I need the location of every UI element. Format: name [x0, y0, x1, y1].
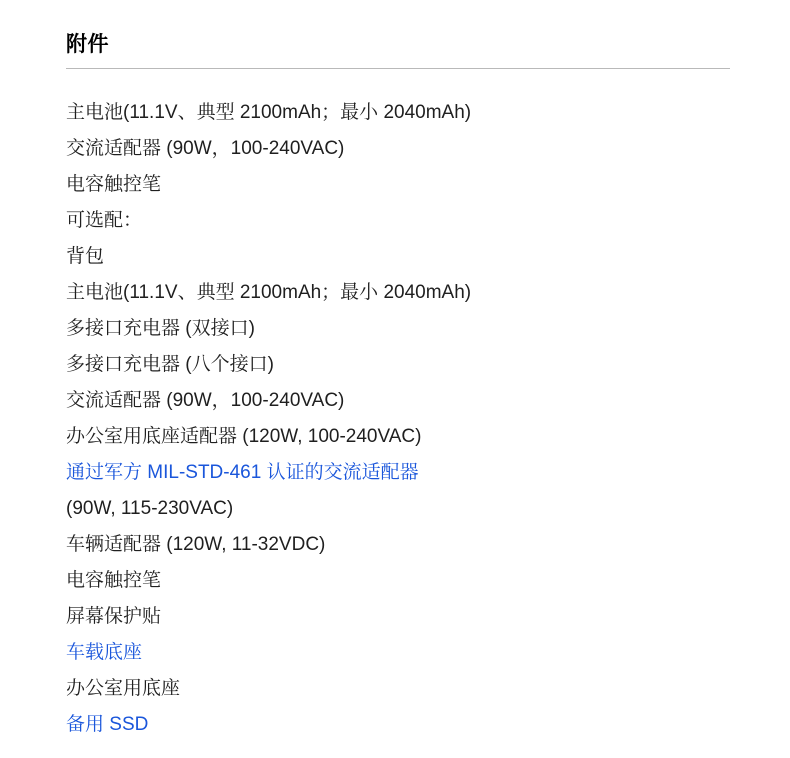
- list-item: 车辆适配器 (120W, 11-32VDC): [66, 534, 326, 555]
- list-item-link-vehicle-dock[interactable]: 车载底座: [66, 642, 143, 663]
- list-item: 屏幕保护贴: [66, 606, 162, 627]
- list-item: 办公室用底座: [66, 678, 181, 699]
- accessories-list: [66, 95, 730, 743]
- list-item-mil-std-adapter-continuation: (90W, 115-230VAC): [66, 498, 234, 519]
- list-item: 背包: [66, 246, 105, 267]
- list-item: 交流适配器 (90W，100-240VAC): [66, 390, 345, 411]
- list-item: 电容触控笔: [66, 570, 162, 591]
- list-item: 多接口充电器 (八个接口): [66, 354, 274, 375]
- list-item: 交流适配器 (90W，100-240VAC): [66, 138, 345, 159]
- list-item: 电容触控笔: [66, 174, 162, 195]
- title-divider: [66, 68, 730, 69]
- list-item-optional-heading: 可选配：: [66, 210, 143, 231]
- list-item-link-mil-std-adapter[interactable]: 通过军方 MIL-STD-461 认证的交流适配器: [66, 462, 419, 483]
- list-item-link-spare-ssd[interactable]: 备用 SSD: [66, 714, 149, 735]
- list-item: 办公室用底座适配器 (120W, 100-240VAC): [66, 426, 422, 447]
- page-title: 附件: [66, 33, 109, 56]
- list-item: 主电池(11.1V、典型 2100mAh；最小 2040mAh): [66, 282, 472, 303]
- list-item: 多接口充电器 (双接口): [66, 318, 255, 339]
- list-item: 主电池(11.1V、典型 2100mAh；最小 2040mAh): [66, 102, 472, 123]
